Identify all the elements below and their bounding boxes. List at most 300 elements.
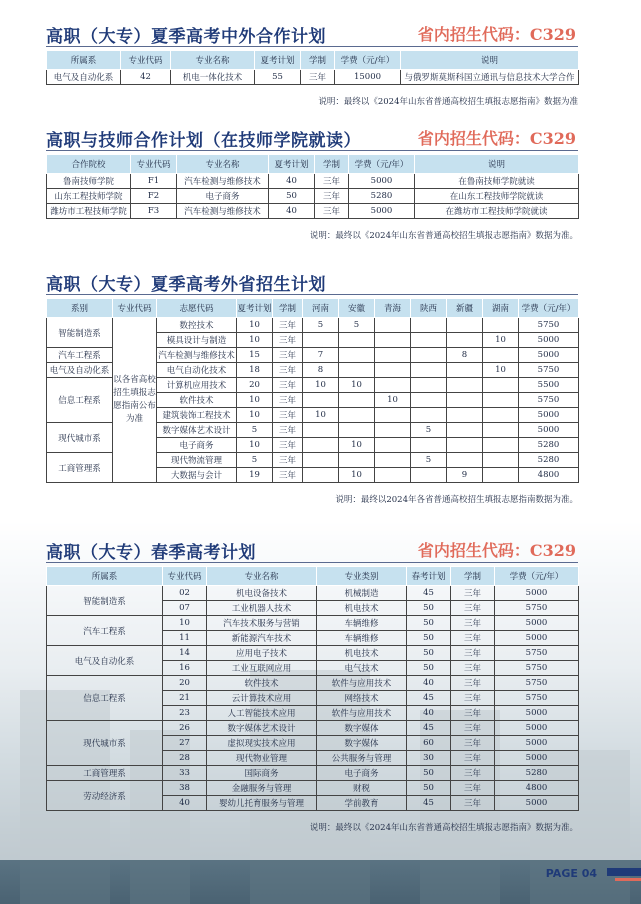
- table-cell: 建筑装饰工程技术: [157, 408, 237, 423]
- table-cell: 26: [163, 721, 207, 736]
- column-header: 专业类别: [317, 567, 407, 586]
- table-cell: 5000: [495, 706, 579, 721]
- department-cell: 智能制造系: [47, 318, 113, 348]
- column-header: 专业代码: [113, 299, 157, 318]
- column-header: 青海: [375, 299, 411, 318]
- column-header: 专业代码: [121, 51, 171, 70]
- table-cell: 三年: [273, 318, 303, 333]
- table-cell: [375, 423, 411, 438]
- table-cell: 新能源汽车技术: [207, 631, 317, 646]
- table-cell: 10: [339, 378, 375, 393]
- table-cell: 21: [163, 691, 207, 706]
- table-cell: [483, 468, 519, 483]
- department-cell: 电气及自动化系: [47, 363, 113, 378]
- column-header: 说明: [415, 155, 579, 174]
- table-cell: 5280: [495, 766, 579, 781]
- table-cell: 三年: [273, 453, 303, 468]
- table-cell: 三年: [315, 189, 349, 204]
- table-cell: 5000: [495, 586, 579, 601]
- table-cell: 电子商务: [317, 766, 407, 781]
- department-cell: 汽车工程系: [47, 616, 163, 646]
- table-cell: 机电技术: [317, 601, 407, 616]
- table-cell: 4800: [495, 781, 579, 796]
- table-cell: [483, 378, 519, 393]
- table-cell: 虚拟现实技术应用: [207, 736, 317, 751]
- table-cell: 网络技术: [317, 691, 407, 706]
- table-cell: 40: [269, 174, 315, 189]
- table-cell: 三年: [451, 646, 495, 661]
- table-cell: [339, 363, 375, 378]
- table-cell: [447, 438, 483, 453]
- column-header: 湖南: [483, 299, 519, 318]
- table-cell: 电子商务: [177, 189, 269, 204]
- table-cell: 02: [163, 586, 207, 601]
- table-cell: [375, 468, 411, 483]
- table-cell: 三年: [315, 204, 349, 219]
- column-header: 志愿代码: [157, 299, 237, 318]
- page-footer: [0, 862, 641, 904]
- spring-exam-table: [46, 566, 579, 811]
- table-cell: 模具设计与制造: [157, 333, 237, 348]
- out-of-province-table: [46, 298, 579, 483]
- table-cell: [411, 468, 447, 483]
- table-cell: [375, 318, 411, 333]
- table-cell: [303, 393, 339, 408]
- section-spring-exam: [46, 538, 578, 833]
- table-cell: 5000: [519, 333, 579, 348]
- table-cell: 三年: [273, 468, 303, 483]
- table-cell: 汽车检测与维修技术: [157, 348, 237, 363]
- table-cell: [411, 438, 447, 453]
- column-header: 所属系: [47, 567, 163, 586]
- table-cell: 8: [303, 363, 339, 378]
- table-cell: [483, 348, 519, 363]
- table-cell: 三年: [451, 601, 495, 616]
- table-cell: 40: [163, 796, 207, 811]
- table-cell: 19: [237, 468, 273, 483]
- table-row: [47, 721, 579, 736]
- table-cell: 5000: [349, 174, 415, 189]
- table-cell: 10: [163, 616, 207, 631]
- table-cell: 5000: [519, 348, 579, 363]
- table-cell: 10: [237, 393, 273, 408]
- table-cell: 5750: [519, 318, 579, 333]
- table-cell: 汽车检测与维修技术: [177, 204, 269, 219]
- table-cell: 50: [407, 601, 451, 616]
- column-header: 河南: [303, 299, 339, 318]
- department-cell: 工商管理系: [47, 453, 113, 483]
- table-cell: 5000: [519, 408, 579, 423]
- table-cell: 与俄罗斯莫斯科国立通讯与信息技术大学合作: [401, 70, 579, 85]
- table-cell: 07: [163, 601, 207, 616]
- table-cell: 15000: [335, 70, 401, 85]
- table-cell: 电气及自动化系: [47, 70, 121, 85]
- table-cell: [411, 318, 447, 333]
- table-cell: 机械制造: [317, 586, 407, 601]
- table-cell: [447, 453, 483, 468]
- table-cell: 人工智能技术应用: [207, 706, 317, 721]
- column-header: 新疆: [447, 299, 483, 318]
- table-cell: 5: [411, 423, 447, 438]
- table-cell: 5750: [495, 661, 579, 676]
- table-cell: 现代物业管理: [207, 751, 317, 766]
- table-cell: [375, 348, 411, 363]
- table-cell: 三年: [451, 766, 495, 781]
- table-cell: [483, 408, 519, 423]
- column-header: 专业名称: [171, 51, 255, 70]
- table-cell: 10: [339, 468, 375, 483]
- section-title: 高职（大专）夏季高考外省招生计划: [46, 275, 326, 295]
- table-cell: 财税: [317, 781, 407, 796]
- table-cell: 三年: [451, 781, 495, 796]
- table-cell: 三年: [273, 378, 303, 393]
- table-cell: 5750: [519, 393, 579, 408]
- table-cell: 5000: [495, 721, 579, 736]
- column-header: 学费（元/年）: [519, 299, 579, 318]
- table-cell: 软件技术: [207, 676, 317, 691]
- table-cell: 5000: [495, 751, 579, 766]
- table-cell: 金融服务与管理: [207, 781, 317, 796]
- table-cell: 5750: [519, 363, 579, 378]
- table-cell: 三年: [273, 438, 303, 453]
- table-cell: 20: [163, 676, 207, 691]
- table-cell: 5000: [495, 736, 579, 751]
- table-cell: 10: [237, 408, 273, 423]
- table-cell: [447, 408, 483, 423]
- table-row: [47, 781, 579, 796]
- table-cell: 50: [407, 646, 451, 661]
- table-cell: 数字媒体: [317, 736, 407, 751]
- table-cell: [303, 438, 339, 453]
- table-row: [47, 189, 579, 204]
- table-cell: 11: [163, 631, 207, 646]
- table-row: [47, 70, 579, 85]
- column-header: 学制: [315, 155, 349, 174]
- table-cell: 三年: [451, 751, 495, 766]
- section-title: 高职（大专）夏季高考中外合作计划: [46, 27, 326, 47]
- column-header: 学费（元/年）: [349, 155, 415, 174]
- table-cell: 27: [163, 736, 207, 751]
- table-cell: 三年: [451, 676, 495, 691]
- table-cell: 鲁南技师学院: [47, 174, 131, 189]
- department-cell: 现代城市系: [47, 423, 113, 453]
- table-cell: 5750: [495, 691, 579, 706]
- table-cell: 50: [407, 661, 451, 676]
- table-cell: 计算机应用技术: [157, 378, 237, 393]
- table-cell: 软件技术: [157, 393, 237, 408]
- table-cell: 5: [303, 318, 339, 333]
- enrollment-code: 省内招生代码：C329: [417, 129, 576, 148]
- table-cell: 电气自动化技术: [157, 363, 237, 378]
- table-cell: [339, 453, 375, 468]
- table-cell: 三年: [451, 586, 495, 601]
- table-cell: 三年: [451, 736, 495, 751]
- footer-accent-line: [615, 878, 641, 881]
- enrollment-code: 省内招生代码：C329: [417, 25, 576, 44]
- table-cell: 三年: [315, 174, 349, 189]
- table-cell: [411, 348, 447, 363]
- table-cell: 5: [237, 423, 273, 438]
- table-cell: 45: [407, 586, 451, 601]
- table-cell: 18: [237, 363, 273, 378]
- table-cell: 学前教育: [317, 796, 407, 811]
- section-cooperation-abroad: [46, 22, 578, 107]
- table-cell: 工业互联网应用: [207, 661, 317, 676]
- table-cell: [447, 378, 483, 393]
- table-cell: 5280: [519, 453, 579, 468]
- table-cell: 三年: [451, 661, 495, 676]
- table-cell: 16: [163, 661, 207, 676]
- table-cell: 33: [163, 766, 207, 781]
- table-cell: 10: [375, 393, 411, 408]
- table-cell: 5280: [349, 189, 415, 204]
- table-cell: 60: [407, 736, 451, 751]
- table-cell: [339, 393, 375, 408]
- table-cell: 30: [407, 751, 451, 766]
- table-cell: 38: [163, 781, 207, 796]
- column-header: 学费（元/年）: [495, 567, 579, 586]
- table-cell: 三年: [273, 348, 303, 363]
- table-cell: 20: [237, 378, 273, 393]
- table-cell: 5750: [495, 646, 579, 661]
- table-cell: 公共服务与管理: [317, 751, 407, 766]
- column-header: 合作院校: [47, 155, 131, 174]
- table-cell: 三年: [451, 616, 495, 631]
- column-header: 专业名称: [207, 567, 317, 586]
- technician-cooperation-table: [46, 154, 579, 219]
- table-cell: 三年: [273, 408, 303, 423]
- table-cell: 5: [339, 318, 375, 333]
- table-cell: [411, 363, 447, 378]
- column-header: 学制: [451, 567, 495, 586]
- table-cell: [303, 423, 339, 438]
- table-cell: [375, 453, 411, 468]
- table-cell: 三年: [273, 363, 303, 378]
- table-row: [47, 204, 579, 219]
- table-row: [47, 586, 579, 601]
- table-cell: 大数据与会计: [157, 468, 237, 483]
- department-cell: 工商管理系: [47, 766, 163, 781]
- table-cell: 软件与应用技术: [317, 706, 407, 721]
- table-cell: 机电技术: [317, 646, 407, 661]
- table-cell: 28: [163, 751, 207, 766]
- table-cell: 50: [407, 781, 451, 796]
- table-cell: 5: [411, 453, 447, 468]
- table-row: [47, 616, 579, 631]
- enrollment-code: 省内招生代码：C329: [417, 541, 576, 560]
- table-cell: 5000: [495, 631, 579, 646]
- table-cell: [375, 378, 411, 393]
- table-cell: [483, 318, 519, 333]
- table-cell: [447, 333, 483, 348]
- table-cell: 10: [483, 333, 519, 348]
- table-cell: 机电一体化技术: [171, 70, 255, 85]
- table-cell: 40: [269, 204, 315, 219]
- table-cell: 15: [237, 348, 273, 363]
- table-cell: 婴幼儿托育服务与管理: [207, 796, 317, 811]
- table-cell: [447, 423, 483, 438]
- table-cell: 数字媒体艺术设计: [207, 721, 317, 736]
- table-cell: 三年: [451, 706, 495, 721]
- table-cell: [339, 348, 375, 363]
- section-note: 说明：最终以《2024年山东省普通高校招生填报志愿指南》数据为准。: [309, 231, 578, 241]
- column-header: 春考计划: [407, 567, 451, 586]
- table-cell: [411, 393, 447, 408]
- column-header: 说明: [401, 51, 579, 70]
- table-cell: 5000: [495, 616, 579, 631]
- cooperation-abroad-table: [46, 50, 579, 85]
- section-technician-cooperation: [46, 126, 578, 241]
- table-cell: 数字媒体艺术设计: [157, 423, 237, 438]
- table-cell: 5280: [519, 438, 579, 453]
- column-header: 系别: [47, 299, 113, 318]
- department-cell: 信息工程系: [47, 676, 163, 721]
- table-cell: [375, 438, 411, 453]
- table-cell: 车辆维修: [317, 631, 407, 646]
- table-cell: 5500: [519, 378, 579, 393]
- footer-accent-bar: [607, 868, 641, 876]
- table-cell: 电子商务: [157, 438, 237, 453]
- table-cell: [483, 393, 519, 408]
- page-number: PAGE 04: [545, 867, 597, 880]
- column-header: 学费（元/年）: [335, 51, 401, 70]
- table-cell: 三年: [301, 70, 335, 85]
- table-cell: 三年: [451, 691, 495, 706]
- table-cell: 三年: [273, 423, 303, 438]
- table-cell: 50: [407, 616, 451, 631]
- table-cell: 汽车检测与维修技术: [177, 174, 269, 189]
- table-cell: 车辆维修: [317, 616, 407, 631]
- column-header: 专业代码: [163, 567, 207, 586]
- table-cell: 在山东工程技师学院就读: [415, 189, 579, 204]
- table-cell: 5: [237, 453, 273, 468]
- column-header: 专业代码: [131, 155, 177, 174]
- department-cell: 智能制造系: [47, 586, 163, 616]
- column-header: 夏考计划: [237, 299, 273, 318]
- section-title: 高职（大专）春季高考计划: [46, 543, 256, 563]
- section-note: 说明：最终以《2024年山东省普通高校招生填报志愿指南》数据为准: [318, 97, 578, 107]
- table-cell: [447, 393, 483, 408]
- table-cell: 云计算技术应用: [207, 691, 317, 706]
- table-cell: 10: [237, 318, 273, 333]
- column-header: 夏考计划: [255, 51, 301, 70]
- table-cell: 5000: [519, 423, 579, 438]
- table-cell: [411, 378, 447, 393]
- table-cell: 汽车技术服务与营销: [207, 616, 317, 631]
- table-cell: 数控技术: [157, 318, 237, 333]
- table-cell: [303, 468, 339, 483]
- table-cell: 现代物流管理: [157, 453, 237, 468]
- table-cell: 工业机器人技术: [207, 601, 317, 616]
- table-cell: 三年: [451, 796, 495, 811]
- table-cell: 在鲁南技师学院就读: [415, 174, 579, 189]
- table-cell: 55: [255, 70, 301, 85]
- table-cell: [375, 408, 411, 423]
- table-cell: 45: [407, 796, 451, 811]
- table-cell: [339, 408, 375, 423]
- table-cell: 50: [269, 189, 315, 204]
- table-cell: 三年: [273, 333, 303, 348]
- table-cell: 三年: [451, 631, 495, 646]
- table-cell: [339, 333, 375, 348]
- table-cell: 14: [163, 646, 207, 661]
- table-cell: 数字媒体: [317, 721, 407, 736]
- table-cell: 45: [407, 691, 451, 706]
- table-cell: [303, 333, 339, 348]
- column-header: 所属系: [47, 51, 121, 70]
- table-cell: 10: [237, 438, 273, 453]
- table-cell: 5000: [349, 204, 415, 219]
- table-cell: 三年: [273, 393, 303, 408]
- table-cell: 40: [407, 706, 451, 721]
- table-row: [47, 676, 579, 691]
- column-header: 学制: [273, 299, 303, 318]
- table-cell: 在潍坊市工程技师学院就读: [415, 204, 579, 219]
- table-cell: 应用电子技术: [207, 646, 317, 661]
- department-cell: 现代城市系: [47, 721, 163, 766]
- table-row: [47, 174, 579, 189]
- table-cell: 三年: [451, 721, 495, 736]
- section-note: 说明：最终以2024年各省普通高校招生填报志愿指南数据为准。: [335, 495, 578, 505]
- table-cell: [411, 333, 447, 348]
- table-cell: 软件与应用技术: [317, 676, 407, 691]
- table-row: [47, 766, 579, 781]
- department-cell: 电气及自动化系: [47, 646, 163, 676]
- table-cell: [411, 408, 447, 423]
- table-cell: [483, 453, 519, 468]
- table-cell: 45: [407, 721, 451, 736]
- table-cell: 5750: [495, 601, 579, 616]
- department-cell: 信息工程系: [47, 378, 113, 423]
- column-header: 安徽: [339, 299, 375, 318]
- section-out-of-province: [46, 270, 578, 505]
- table-cell: 10: [303, 378, 339, 393]
- table-cell: [483, 438, 519, 453]
- column-header: 陕西: [411, 299, 447, 318]
- table-cell: [447, 363, 483, 378]
- section-note: 说明：最终以《2024年山东省普通高校招生填报志愿指南》数据为准。: [309, 823, 578, 833]
- table-row: [47, 318, 579, 333]
- table-cell: 潍坊市工程技师学院: [47, 204, 131, 219]
- table-cell: 电气技术: [317, 661, 407, 676]
- table-cell: 4800: [519, 468, 579, 483]
- table-cell: [375, 333, 411, 348]
- column-header: 学制: [301, 51, 335, 70]
- table-cell: F2: [131, 189, 177, 204]
- table-cell: 40: [407, 676, 451, 691]
- code-note-cell: 以各省高校招生填报志愿指南公布为准: [113, 318, 157, 483]
- table-cell: 10: [303, 408, 339, 423]
- table-cell: [447, 318, 483, 333]
- table-cell: 8: [447, 348, 483, 363]
- section-title: 高职与技师合作计划（在技师学院就读）: [46, 131, 361, 151]
- table-cell: 山东工程技师学院: [47, 189, 131, 204]
- table-cell: 5750: [495, 676, 579, 691]
- table-cell: 机电设备技术: [207, 586, 317, 601]
- table-cell: 10: [339, 438, 375, 453]
- table-cell: 42: [121, 70, 171, 85]
- table-cell: 23: [163, 706, 207, 721]
- table-cell: 9: [447, 468, 483, 483]
- table-cell: [339, 423, 375, 438]
- table-cell: 7: [303, 348, 339, 363]
- table-cell: 50: [407, 631, 451, 646]
- table-cell: [483, 423, 519, 438]
- table-cell: 10: [237, 333, 273, 348]
- department-cell: 劳动经济系: [47, 781, 163, 811]
- table-cell: F1: [131, 174, 177, 189]
- table-cell: [375, 363, 411, 378]
